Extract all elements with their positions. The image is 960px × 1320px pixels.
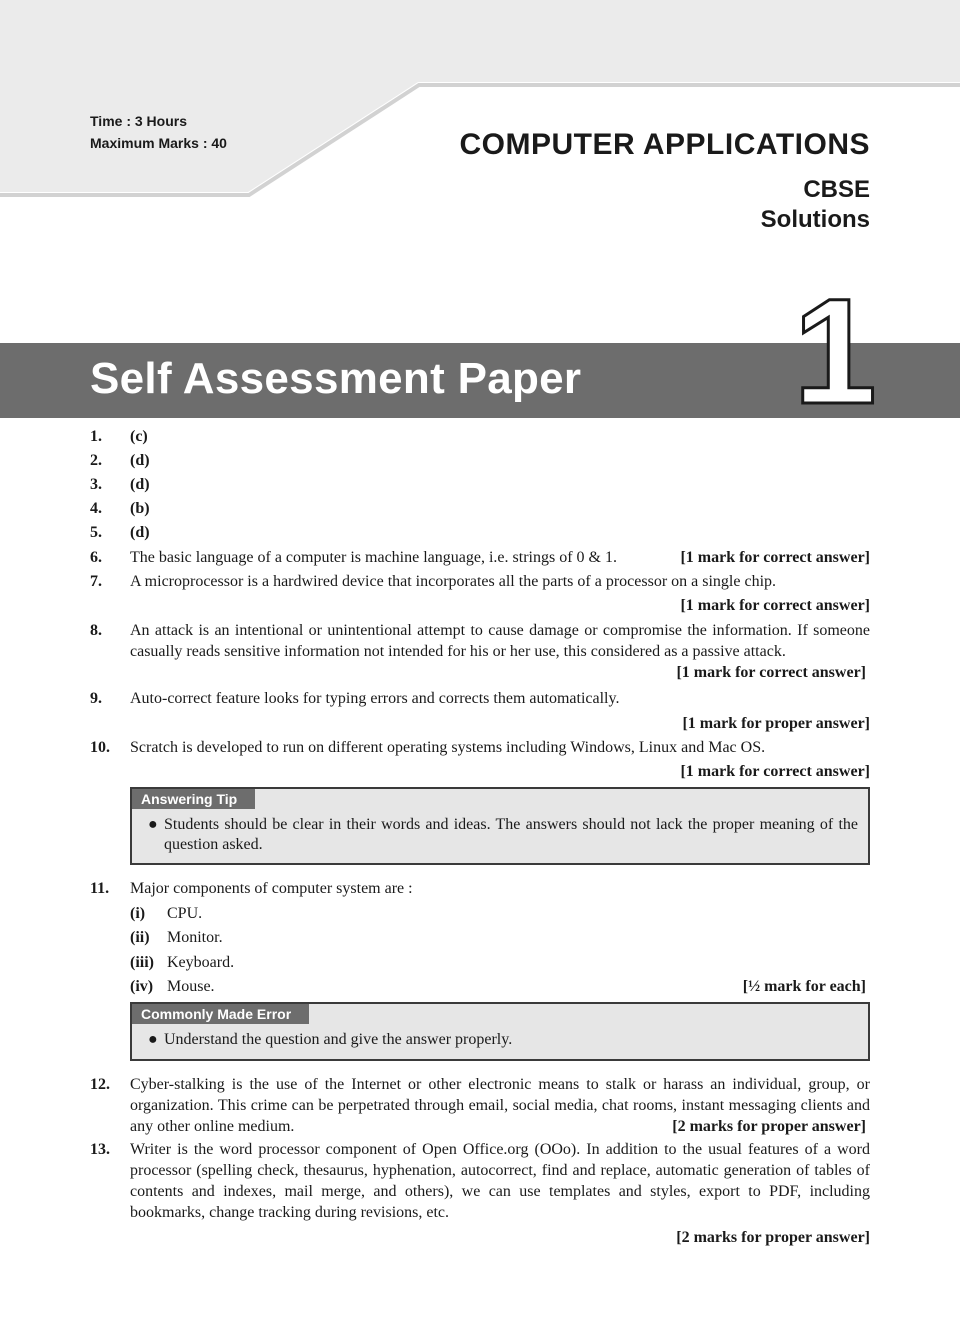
list-item-text: Monitor.	[167, 929, 223, 946]
subject-title: COMPUTER APPLICATIONS	[459, 128, 870, 161]
paper-title: Self Assessment Paper	[90, 354, 582, 403]
answer-3	[90, 474, 870, 495]
answer-9	[90, 688, 870, 734]
answer-number: 10.	[90, 739, 110, 756]
list-item-label: (iii)	[130, 954, 154, 971]
answer-12	[90, 1074, 870, 1137]
answer-4	[90, 498, 870, 519]
board-info	[761, 175, 870, 235]
answering-tip-text: ● Students should be clear in their words and ideas. The answers should not lack the proper meaning of the question asked.	[148, 816, 858, 853]
answer-number: 5.	[90, 524, 102, 541]
answer-number: 9.	[90, 690, 102, 707]
mark-allocation: [1 mark for correct answer]	[680, 597, 870, 614]
answer-11	[90, 878, 870, 899]
common-error-heading: Commonly Made Error	[132, 1004, 309, 1024]
answer-text: A microprocessor is a hardwired device that incorporates all the parts of a processor on a single chip.	[130, 573, 777, 590]
answer-8	[90, 620, 870, 683]
answer-text: Cyber-stalking is the use of the Internet or other electronic means to stalk or harass an individual, group, or organization. This crime can be perpetrated through email, social media, chat rooms, instant messaging clients and any other online medium. [2 marks for proper answer]	[130, 1076, 870, 1135]
mark-allocation: [2 marks for proper answer]	[676, 1229, 870, 1246]
common-error-box	[130, 1002, 870, 1061]
answer-text: (d)	[130, 452, 150, 469]
mark-allocation: [½ mark for each]	[742, 978, 866, 995]
answer-text: Auto-correct feature looks for typing errors and corrects them automatically.	[130, 690, 620, 707]
time-label: Time : 3 Hours	[90, 113, 187, 129]
solutions-label: Solutions	[760, 206, 870, 233]
list-item-text: Mouse.	[167, 978, 215, 995]
answer-number: 7.	[90, 573, 102, 590]
answer-text: (c)	[130, 428, 148, 445]
answer-number: 8.	[90, 622, 102, 639]
max-marks-label: Maximum Marks : 40	[90, 135, 227, 151]
answer-body	[130, 547, 870, 568]
answer-text: (d)	[130, 524, 150, 541]
answer-2	[90, 450, 870, 471]
mark-allocation: [2 marks for proper answer]	[672, 1118, 866, 1135]
list-item-label: (iv)	[130, 978, 154, 995]
paper-number-text: 1	[793, 278, 877, 418]
common-error-text: ● Understand the question and give the answer properly.	[148, 1031, 513, 1048]
answer-number: 12.	[90, 1076, 110, 1093]
answer-text: (d)	[130, 476, 150, 493]
answer-text: Writer is the word processor component of Open Office.org (OOo). In addition to the usual features of a word processor (spelling check, thesaurus, hyphenation, autocorrect, find and replace, automatic generation of tables of contents and indexes, mail merge, and others), we can use templates and styles, export to PDF, including bookmarks, change tracking during revisions, etc.	[130, 1141, 870, 1221]
answer-text: (b)	[130, 500, 150, 517]
list-item	[130, 952, 870, 973]
board-label: CBSE	[803, 176, 870, 203]
answer-number: 4.	[90, 500, 102, 517]
answer-number: 6.	[90, 549, 102, 566]
answer-text: The basic language of a computer is machine language, i.e. strings of 0 & 1.	[130, 549, 617, 566]
list-item-text: Keyboard.	[167, 954, 235, 971]
answer-7	[90, 571, 870, 616]
answer-6	[90, 547, 870, 568]
mark-allocation: [1 mark for correct answer]	[680, 549, 870, 566]
answer-10	[90, 737, 870, 782]
list-item-label: (i)	[130, 905, 146, 922]
answer-1	[90, 426, 870, 447]
list-item	[130, 976, 870, 997]
answer-number: 3.	[90, 476, 102, 493]
mark-allocation: [1 mark for correct answer]	[680, 763, 870, 780]
list-item-label: (ii)	[130, 929, 150, 946]
list-item	[130, 927, 870, 948]
answering-tip-box	[130, 787, 870, 865]
answer-5	[90, 522, 870, 543]
paper-number	[790, 278, 880, 418]
answer-text: Major components of computer system are :	[130, 880, 413, 897]
answer-number: 1.	[90, 428, 102, 445]
mark-allocation: [1 mark for correct answer]	[676, 664, 866, 681]
mark-allocation: [1 mark for proper answer]	[682, 715, 870, 732]
answering-tip-heading: Answering Tip	[132, 789, 255, 809]
answer-number: 2.	[90, 452, 102, 469]
answer-text: Scratch is developed to run on different operating systems including Windows, Linux and Mac OS.	[130, 739, 766, 756]
bullet-icon: ●	[148, 1031, 158, 1048]
list-item	[130, 903, 870, 924]
answer-13	[90, 1139, 870, 1248]
answer-number: 11.	[90, 880, 110, 897]
list-item-text: CPU.	[167, 905, 203, 922]
exam-info	[90, 110, 227, 154]
bullet-icon: ●	[148, 816, 158, 833]
answer-number: 13.	[90, 1141, 110, 1158]
answer-text: An attack is an intentional or unintentional attempt to cause damage or compromise the information. If someone casually reads sensitive information not intended for his or her use, this considered as a passive attack. [1 mark for correct answer]	[130, 622, 870, 681]
